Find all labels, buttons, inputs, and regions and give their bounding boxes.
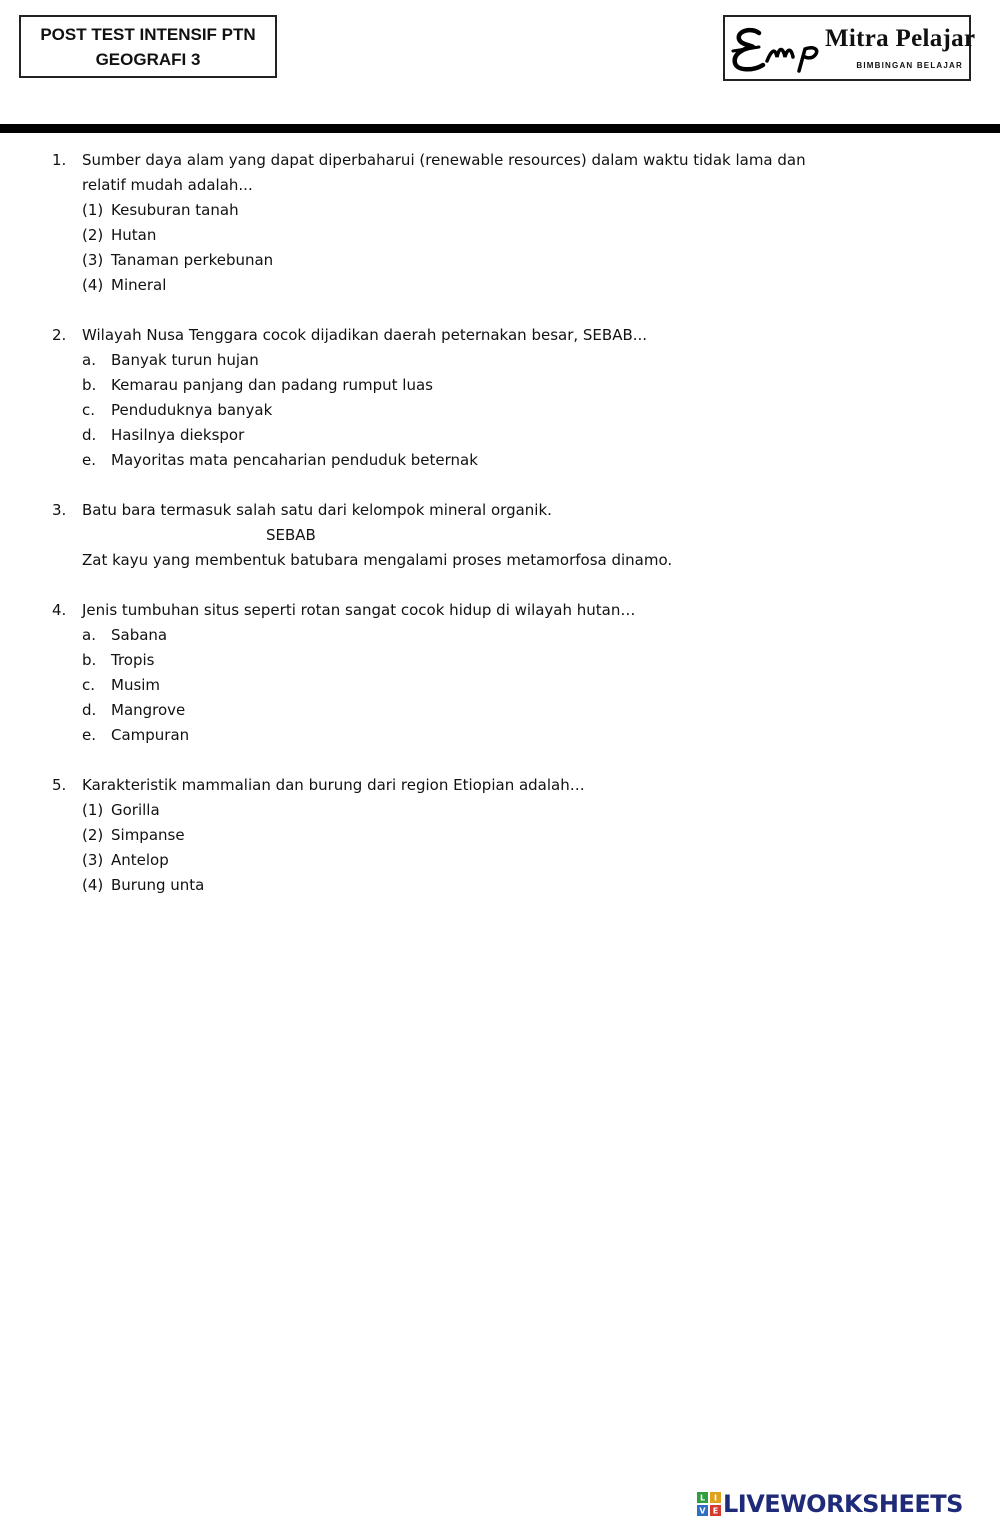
- question-number: 2.: [52, 326, 67, 344]
- question-number: 4.: [52, 601, 67, 619]
- option-text: Gorilla: [111, 801, 160, 819]
- logo-box: [723, 15, 976, 81]
- option-text: Antelop: [111, 851, 169, 869]
- option-item: [52, 248, 952, 273]
- question-number: 5.: [52, 776, 67, 794]
- question-1: [52, 148, 952, 298]
- option-label: c.: [82, 401, 96, 419]
- option-text: Simpanse: [111, 826, 185, 844]
- option-text: Hasilnya diekspor: [111, 426, 245, 444]
- logo-subtitle: BIMBINGAN BELAJAR: [856, 61, 963, 70]
- option-text: Kemarau panjang dan padang rumput luas: [111, 376, 433, 394]
- option-item: [52, 823, 952, 848]
- option-item: [52, 223, 952, 248]
- option-label: (4): [82, 876, 104, 894]
- title-line-1: POST TEST INTENSIF PTN: [40, 24, 256, 44]
- question-2: [52, 323, 952, 473]
- option-label: c.: [82, 676, 96, 694]
- title-box: [19, 15, 277, 78]
- option-label: b.: [82, 651, 97, 669]
- question-text-continued: relatif mudah adalah...: [82, 176, 253, 194]
- option-label: d.: [82, 426, 97, 444]
- question-text: Batu bara termasuk salah satu dari kelompok mineral organik.: [82, 501, 552, 519]
- option-item: [52, 398, 952, 423]
- reason-text: Zat kayu yang membentuk batubara mengalami proses metamorfosa dinamo.: [82, 551, 673, 569]
- question-text: Sumber daya alam yang dapat diperbaharui (renewable resources) dalam waktu tidak lama dan: [82, 151, 806, 169]
- option-label: (2): [82, 826, 104, 844]
- option-text: Mayoritas mata pencaharian penduduk beternak: [111, 451, 478, 469]
- option-item: [52, 198, 952, 223]
- connector-text: SEBAB: [266, 526, 316, 544]
- header-divider: [0, 124, 1000, 133]
- option-text: Hutan: [111, 226, 157, 244]
- svg-text:V: V: [699, 1506, 706, 1516]
- option-item: [52, 623, 952, 648]
- option-text: Mangrove: [111, 701, 186, 719]
- option-text: Mineral: [111, 276, 167, 294]
- option-item: [52, 723, 952, 748]
- option-label: b.: [82, 376, 97, 394]
- option-label: a.: [82, 626, 96, 644]
- option-label: (3): [82, 851, 104, 869]
- option-label: d.: [82, 701, 97, 719]
- option-text: Kesuburan tanah: [111, 201, 239, 219]
- option-label: e.: [82, 451, 96, 469]
- option-item: [52, 448, 952, 473]
- option-item: [52, 873, 952, 898]
- option-label: (1): [82, 801, 104, 819]
- option-label: (3): [82, 251, 104, 269]
- option-item: [52, 273, 952, 298]
- option-item: [52, 798, 952, 823]
- svg-text:I: I: [714, 1493, 717, 1503]
- option-label: (4): [82, 276, 104, 294]
- footer-brand-text: LIVEWORKSHEETS: [723, 1490, 963, 1518]
- question-text: Wilayah Nusa Tenggara cocok dijadikan daerah peternakan besar, SEBAB...: [82, 326, 648, 344]
- option-text: Penduduknya banyak: [111, 401, 273, 419]
- question-5: [52, 773, 952, 898]
- option-text: Tropis: [111, 651, 155, 669]
- option-label: (2): [82, 226, 104, 244]
- option-label: (1): [82, 201, 104, 219]
- question-text: Jenis tumbuhan situs seperti rotan sangat cocok hidup di wilayah hutan…: [82, 601, 636, 619]
- option-text: Burung unta: [111, 876, 205, 894]
- option-label: a.: [82, 351, 96, 369]
- option-text: Banyak turun hujan: [111, 351, 259, 369]
- title-line-2: GEOGRAFI 3: [95, 49, 201, 69]
- question-3: [52, 498, 952, 573]
- option-text: Sabana: [111, 626, 168, 644]
- option-item: [52, 423, 952, 448]
- liveworksheets-icon: [697, 1492, 721, 1516]
- svg-text:L: L: [699, 1493, 706, 1503]
- question-text: Karakteristik mammalian dan burung dari region Etiopian adalah…: [82, 776, 585, 794]
- option-label: e.: [82, 726, 96, 744]
- logo-name: Mitra Pelajar: [825, 25, 976, 52]
- option-item: [52, 648, 952, 673]
- option-item: [52, 673, 952, 698]
- option-item: [52, 698, 952, 723]
- footer-brand[interactable]: [697, 1490, 997, 1518]
- option-item: [52, 348, 952, 373]
- option-item: [52, 373, 952, 398]
- option-text: Musim: [111, 676, 161, 694]
- question-number: 1.: [52, 151, 67, 169]
- option-item: [52, 848, 952, 873]
- svg-text:E: E: [712, 1506, 719, 1516]
- question-list: [52, 148, 952, 923]
- question-number: 3.: [52, 501, 67, 519]
- emp-script-logo-icon: [729, 21, 825, 77]
- question-4: [52, 598, 952, 748]
- option-text: Campuran: [111, 726, 190, 744]
- option-text: Tanaman perkebunan: [111, 251, 274, 269]
